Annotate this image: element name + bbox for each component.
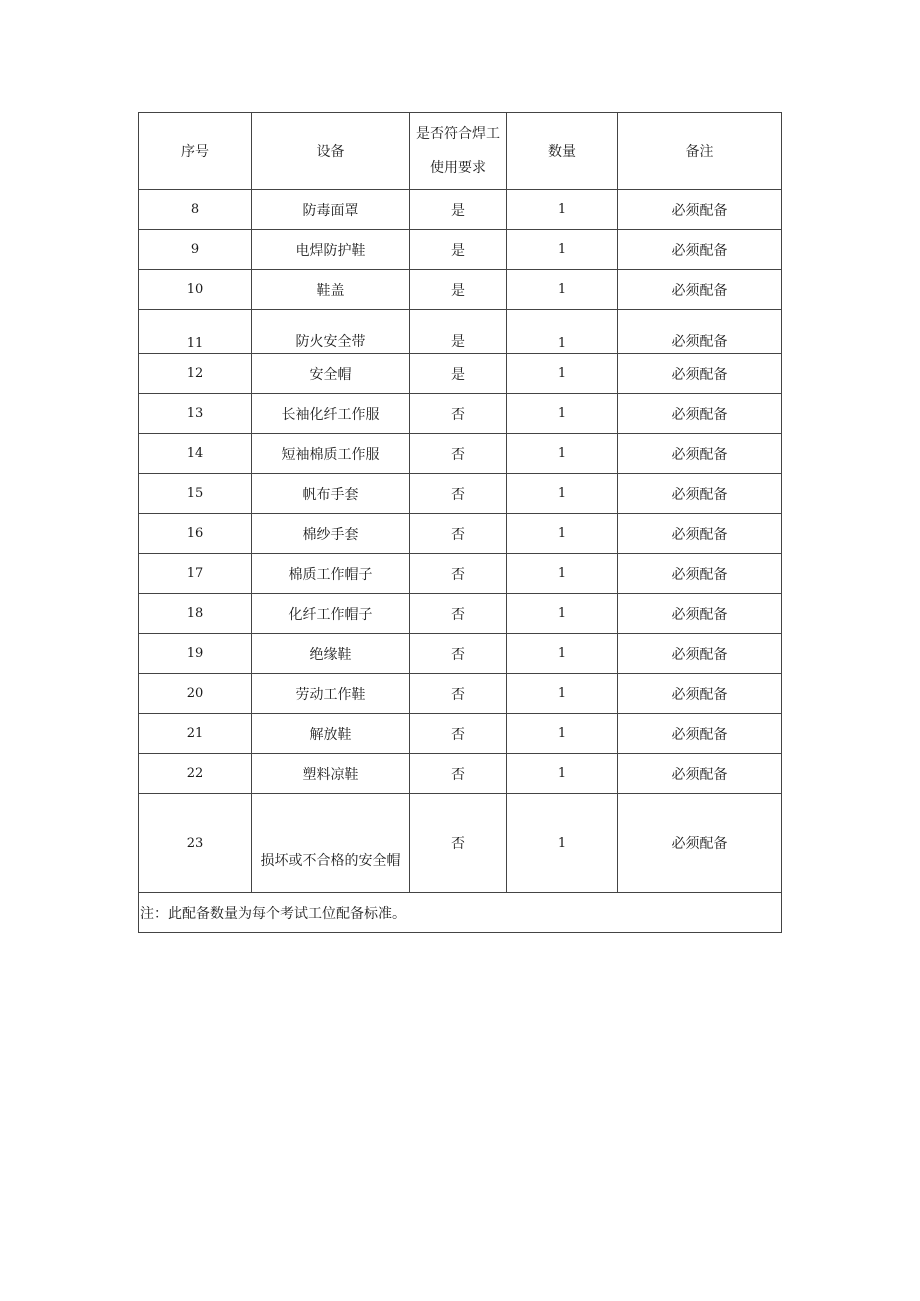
- header-quantity: 数量: [507, 113, 618, 190]
- cell-quantity: 1: [507, 190, 618, 230]
- table-row: [139, 634, 782, 674]
- cell-quantity: 1: [507, 714, 618, 754]
- cell-seq: 14: [139, 434, 252, 474]
- cell-compliance: 否: [410, 434, 507, 474]
- table-row: [139, 714, 782, 754]
- cell-compliance: 是: [410, 230, 507, 270]
- cell-remark: 必须配备: [618, 514, 782, 554]
- cell-remark: 必须配备: [618, 554, 782, 594]
- cell-compliance: 否: [410, 554, 507, 594]
- equipment-table: [138, 112, 782, 933]
- cell-equipment: 棉质工作帽子: [252, 554, 410, 594]
- cell-compliance: 否: [410, 714, 507, 754]
- cell-equipment: 棉纱手套: [252, 514, 410, 554]
- table-row: [139, 794, 782, 893]
- cell-equipment: 帆布手套: [252, 474, 410, 514]
- header-remark: 备注: [618, 113, 782, 190]
- table-note: 注：此配备数量为每个考试工位配备标准。: [139, 893, 782, 933]
- table-row: [139, 310, 782, 354]
- cell-compliance: 否: [410, 394, 507, 434]
- cell-seq: 12: [139, 354, 252, 394]
- cell-seq: 23: [139, 794, 252, 893]
- cell-seq: 10: [139, 270, 252, 310]
- cell-compliance: 否: [410, 634, 507, 674]
- cell-remark: 必须配备: [618, 634, 782, 674]
- cell-quantity: 1: [507, 310, 618, 354]
- cell-compliance: 是: [410, 190, 507, 230]
- table-row: [139, 474, 782, 514]
- cell-seq: 13: [139, 394, 252, 434]
- table-row: [139, 354, 782, 394]
- cell-seq: 9: [139, 230, 252, 270]
- cell-remark: 必须配备: [618, 394, 782, 434]
- cell-equipment: 安全帽: [252, 354, 410, 394]
- cell-equipment: 防火安全带: [252, 310, 410, 354]
- table-row: [139, 394, 782, 434]
- cell-remark: 必须配备: [618, 794, 782, 893]
- cell-remark: 必须配备: [618, 270, 782, 310]
- table-row: [139, 270, 782, 310]
- cell-seq: 22: [139, 754, 252, 794]
- cell-remark: 必须配备: [618, 714, 782, 754]
- table-row: [139, 190, 782, 230]
- cell-remark: 必须配备: [618, 310, 782, 354]
- cell-seq: 18: [139, 594, 252, 634]
- table-row: [139, 230, 782, 270]
- cell-compliance: 是: [410, 354, 507, 394]
- cell-equipment: 长袖化纤工作服: [252, 394, 410, 434]
- cell-remark: 必须配备: [618, 474, 782, 514]
- cell-equipment: 化纤工作帽子: [252, 594, 410, 634]
- cell-quantity: 1: [507, 754, 618, 794]
- cell-equipment: 短袖棉质工作服: [252, 434, 410, 474]
- cell-compliance: 否: [410, 594, 507, 634]
- cell-quantity: 1: [507, 434, 618, 474]
- cell-equipment: 塑料凉鞋: [252, 754, 410, 794]
- cell-quantity: 1: [507, 554, 618, 594]
- cell-quantity: 1: [507, 474, 618, 514]
- cell-quantity: 1: [507, 674, 618, 714]
- cell-quantity: 1: [507, 794, 618, 893]
- cell-remark: 必须配备: [618, 190, 782, 230]
- cell-equipment: 鞋盖: [252, 270, 410, 310]
- cell-quantity: 1: [507, 394, 618, 434]
- cell-equipment: 电焊防护鞋: [252, 230, 410, 270]
- cell-seq: 16: [139, 514, 252, 554]
- cell-seq: 17: [139, 554, 252, 594]
- cell-equipment: 损坏或不合格的安全帽: [252, 794, 410, 893]
- table-row: [139, 514, 782, 554]
- cell-remark: 必须配备: [618, 230, 782, 270]
- cell-equipment: 绝缘鞋: [252, 634, 410, 674]
- cell-seq: 21: [139, 714, 252, 754]
- table-row: [139, 554, 782, 594]
- cell-quantity: 1: [507, 594, 618, 634]
- cell-compliance: 否: [410, 674, 507, 714]
- table-row: [139, 594, 782, 634]
- cell-compliance: 是: [410, 270, 507, 310]
- header-seq: 序号: [139, 113, 252, 190]
- cell-remark: 必须配备: [618, 354, 782, 394]
- cell-quantity: 1: [507, 634, 618, 674]
- cell-quantity: 1: [507, 230, 618, 270]
- cell-equipment: 劳动工作鞋: [252, 674, 410, 714]
- cell-equipment: 防毒面罩: [252, 190, 410, 230]
- header-compliance: 是否符合焊工使用要求: [410, 113, 507, 190]
- cell-compliance: 否: [410, 474, 507, 514]
- cell-compliance: 否: [410, 514, 507, 554]
- table-header-row: [139, 113, 782, 190]
- cell-compliance: 否: [410, 794, 507, 893]
- cell-quantity: 1: [507, 514, 618, 554]
- cell-quantity: 1: [507, 270, 618, 310]
- cell-seq: 20: [139, 674, 252, 714]
- cell-seq: 19: [139, 634, 252, 674]
- cell-seq: 8: [139, 190, 252, 230]
- header-equipment: 设备: [252, 113, 410, 190]
- cell-seq: 15: [139, 474, 252, 514]
- cell-seq: 11: [139, 310, 252, 354]
- cell-equipment: 解放鞋: [252, 714, 410, 754]
- cell-compliance: 是: [410, 310, 507, 354]
- table-note-row: [139, 893, 782, 933]
- cell-quantity: 1: [507, 354, 618, 394]
- table-row: [139, 674, 782, 714]
- cell-remark: 必须配备: [618, 434, 782, 474]
- cell-compliance: 否: [410, 754, 507, 794]
- table-row: [139, 754, 782, 794]
- cell-remark: 必须配备: [618, 674, 782, 714]
- cell-remark: 必须配备: [618, 754, 782, 794]
- cell-remark: 必须配备: [618, 594, 782, 634]
- table-row: [139, 434, 782, 474]
